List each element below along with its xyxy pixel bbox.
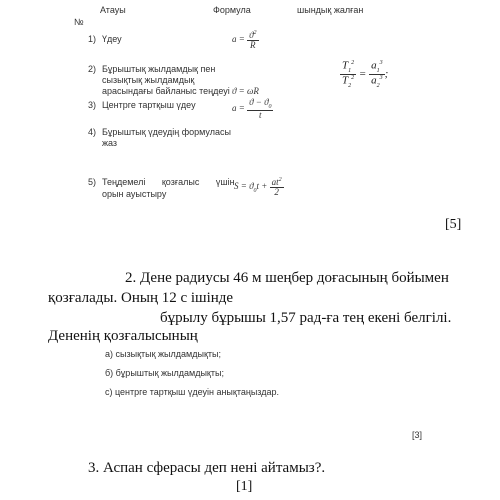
row-1-num: 1) [88, 34, 97, 44]
header-formula: Формула [213, 5, 251, 15]
task-2-line-3: бұрылу бұрышы 1,57 рад-ға тең екені белгілі. [160, 310, 452, 326]
row-1-label: Үдеу [102, 34, 122, 44]
task-2-sub-c: с) центрге тартқыш үдеуін анықтаңыздар. [105, 387, 279, 397]
task-2-line-2: қозғалады. Оның 12 с ішінде [48, 290, 234, 306]
header-true-false: шындық жалған [297, 5, 364, 15]
row-3-num: 3) [88, 100, 97, 110]
score-task-1: [5] [445, 217, 462, 232]
row-5-label-line-1: Теңдемелі қозғалыс үшін [102, 177, 235, 187]
row-2-label-line-3: арасындағы байланыс теңдеуі [102, 86, 230, 96]
task-2-line-4: Дененің қозғалысының [48, 328, 198, 344]
kepler-formula: $\frac{T_1^2}{T_2^2}$ = $\frac{a_1^3}{a_2^3}$ ; [342, 59, 389, 89]
score-task-3: [1] [236, 479, 253, 494]
row-2-num: 2) [88, 64, 97, 74]
row-4-num: 4) [88, 127, 97, 137]
row-3-formula: a = $\frac{ϑ - ϑ_0}{t}$ [232, 97, 272, 120]
row-4-label-line-2: жаз [102, 138, 118, 148]
task-2-sub-a: а) сызықтық жылдамдықты; [105, 349, 221, 359]
row-5-formula: $S = ϑ_0t$ + $\frac{at^2}{2}$ [234, 177, 282, 197]
task-2-line-1: 2. Дене радиусы 46 м шеңбер доғасының бойымен [125, 270, 449, 286]
score-task-2: [3] [412, 430, 423, 440]
row-4-label-line-1: Бұрыштық үдеудің формуласы [102, 127, 231, 137]
row-2-label-line-2: сызықтық жылдамдық [102, 75, 195, 85]
row-1-formula: a = $\frac{ϑ^2}{R}$ [232, 30, 257, 50]
row-5-num: 5) [88, 177, 97, 187]
header-num-sign: № [74, 17, 84, 27]
row-2-label-line-1: Бұрыштық жылдамдық пен [102, 64, 216, 74]
task-3-question: 3. Аспан сферасы деп нені айтамыз?. [88, 460, 326, 476]
row-3-label: Центрге тартқыш үдеу [102, 100, 196, 110]
row-5-label-line-2: орын ауыстыру [102, 189, 167, 199]
row-2-formula: ϑ = ωR [232, 86, 259, 96]
header-name: Атауы [100, 5, 126, 15]
task-2-sub-b: б) бұрыштық жылдамдықты; [105, 368, 224, 378]
